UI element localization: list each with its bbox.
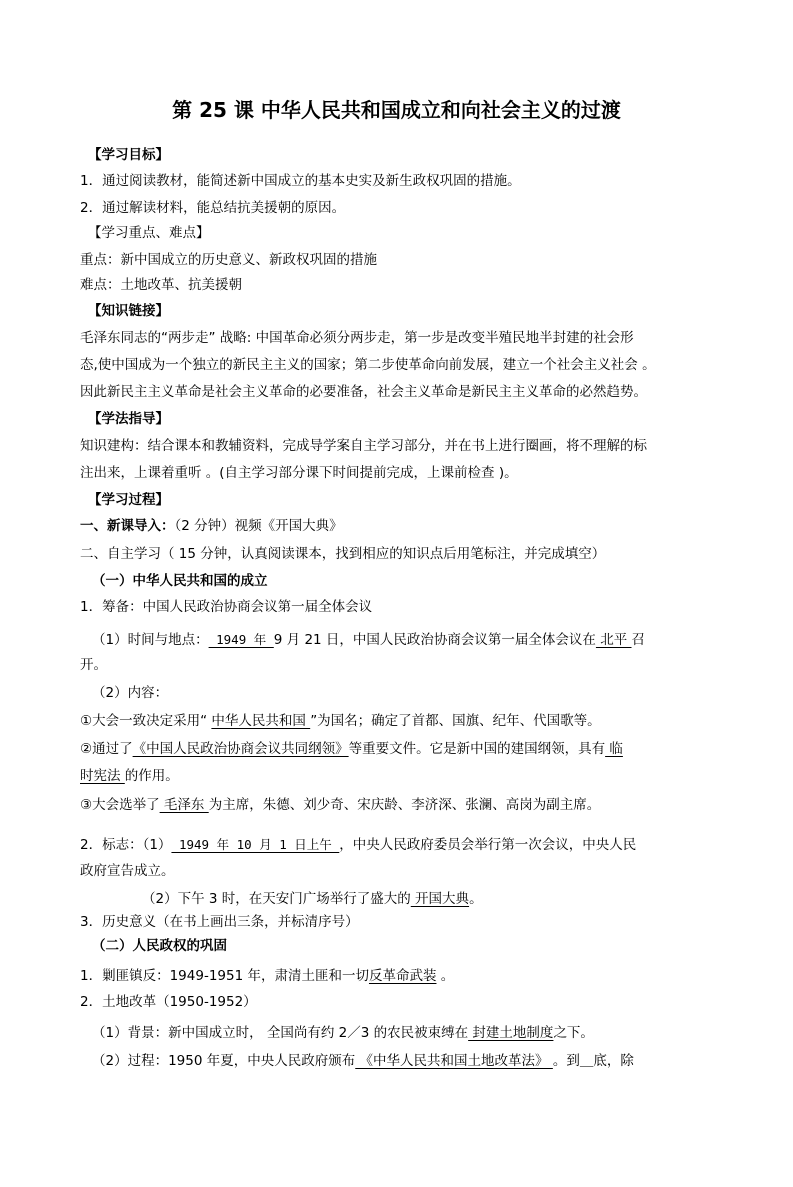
knowledge-link-line-3: 因此新民主主义革命是社会主义革命的必要准备，社会主义革命是新民主主义革命的必然趋势。 xyxy=(80,384,647,400)
p1-2-2-text: （2）下午 3 时，在天安门广场举行了盛大的 xyxy=(142,891,411,907)
blank-feudal-land: 封建土地制度 xyxy=(468,1025,554,1041)
p2-1-text: 1．剿匪镇反：1949-1951 年，肃清土匪和一切 xyxy=(80,968,369,984)
method-line-1: 知识建构：结合课本和教辅资料，完成导学案自主学习部分，并在书上进行圈画，将不理解的标 xyxy=(80,438,647,454)
p1-item-1: 1．筹备：中国人民政治协商会议第一届全体会议 xyxy=(80,599,373,615)
intro-text: （2 分钟）视频《开国大典》 xyxy=(174,518,343,534)
p2-1-end: 。 xyxy=(436,968,455,984)
p1-item-1-1-cont: 开。 xyxy=(80,657,107,673)
p1-2-label: 2．标志：（1） xyxy=(80,837,172,853)
p2-2-2-end: 。到＿底，除 xyxy=(552,1053,634,1069)
blank-year: 1949 年 xyxy=(208,632,274,647)
p1-item-2-2 xyxy=(142,890,483,908)
blank-ceremony: 开国大典 xyxy=(410,891,470,907)
goal-2: 2．通过解读材料，能总结抗美援朝的原因。 xyxy=(80,200,346,216)
p2-item-1 xyxy=(80,967,454,985)
blank-place: 北平 xyxy=(595,632,632,648)
blank-land-reform-law: 《中华人民共和国土地改革法》 xyxy=(355,1053,553,1069)
blank-provisional-2: 时宪法 xyxy=(80,768,125,784)
section-heading-process: 【学习过程】 xyxy=(88,492,169,508)
p2-2-1-text: （1）背景：新中国成立时， 全国尚有约 2／3 的农民被束缚在 xyxy=(92,1025,469,1041)
p1-1-1-end: 召 xyxy=(631,632,646,648)
section-heading-method: 【学法指导】 xyxy=(88,411,169,427)
blank-founding-date: 1949 年 10 月 1 日上午 xyxy=(171,837,340,852)
part-2-heading: （二）人民政权的巩固 xyxy=(92,938,227,954)
p1-item-1-2: （2）内容： xyxy=(92,685,169,701)
content-item-3-b: 为主席，朱德、刘少奇、宋庆龄、李济深、张澜、高岗为副主席。 xyxy=(208,797,601,813)
p1-1-1-text: 9 月 21 日，中国人民政治协商会议第一届全体会议在 xyxy=(273,632,596,648)
content-item-3-a: ③大会选举了 xyxy=(80,797,160,813)
part-1-heading: （一）中华人民共和国的成立 xyxy=(92,573,268,589)
p2-item-2: 2．土地改革（1950-1952） xyxy=(80,994,257,1010)
p1-2-text: ，中央人民政府委员会举行第一次会议，中央人民 xyxy=(339,837,637,853)
content-item-1 xyxy=(80,712,601,730)
p1-1-1-label: （1）时间与地点： xyxy=(92,632,209,648)
p2-2-2-text: （2）过程：1950 年夏，中央人民政府颁布 xyxy=(92,1053,356,1069)
content-item-2-c: 的作用。 xyxy=(124,768,179,784)
self-study-line: 二、自主学习（ 15 分钟，认真阅读课本，找到相应的知识点后用笔标注，并完成填空） xyxy=(80,546,606,562)
content-item-2 xyxy=(80,740,623,758)
content-item-2-b: 等重要文件。它是新中国的建国纲领，具有 xyxy=(348,741,606,757)
knowledge-link-line-2: 态,使中国成为一个独立的新民主主义的国家；第二步使革命向前发展，建立一个社会主义社会 。 xyxy=(80,357,656,373)
intro-line xyxy=(80,517,343,535)
p1-item-2-cont: 政府宣告成立。 xyxy=(80,863,175,879)
blank-common-program: 《中国人民政治协商会议共同纲领》 xyxy=(132,741,349,757)
intro-label: 一、新课导入： xyxy=(80,518,175,534)
content-item-2-a: ②通过了 xyxy=(80,741,133,757)
page-title: 第 25 课 中华人民共和国成立和向社会主义的过渡 xyxy=(172,98,621,122)
section-heading-knowledge-link: 【知识链接】 xyxy=(88,303,169,319)
p1-item-3: 3．历史意义（在书上画出三条，并标清序号） xyxy=(80,914,359,930)
knowledge-link-line-1: 毛泽东同志的“两步走” 战略: 中国革命必须分两步走，第一步是改变半殖民地半封建的社会形 xyxy=(80,330,634,346)
blank-chairman: 毛泽东 xyxy=(159,797,209,813)
p2-item-2-1 xyxy=(92,1024,594,1042)
p1-item-2 xyxy=(80,836,636,854)
section-heading-key-points: 【学习重点、难点】 xyxy=(88,225,210,241)
section-heading-goals: 【学习目标】 xyxy=(88,147,169,163)
p2-item-2-2 xyxy=(92,1052,634,1070)
content-item-3 xyxy=(80,796,600,814)
p1-item-1-1 xyxy=(92,631,645,649)
p2-2-1-end: 之下。 xyxy=(553,1025,594,1041)
p1-2-2-end: 。 xyxy=(469,891,483,907)
content-item-2-cont xyxy=(80,767,179,785)
method-line-2: 注出来，上课着重听 。(自主学习部分课下时间提前完成，上课前检查 )。 xyxy=(80,465,518,481)
difficult-point: 难点：土地改革、抗美援朝 xyxy=(80,277,242,293)
goal-1: 1．通过阅读教材，能简述新中国成立的基本史实及新生政权巩固的措施。 xyxy=(80,173,521,189)
blank-country-name: 中华人民共和国 xyxy=(211,713,311,729)
key-point: 重点：新中国成立的历史意义、新政权巩固的措施 xyxy=(80,252,377,268)
content-item-1-b: ”为国名；确定了首都、国旗、纪年、代国歌等。 xyxy=(310,713,601,729)
blank-counterrevolution: 反革命武装 xyxy=(368,968,437,984)
blank-provisional-1: 临 xyxy=(605,741,623,757)
content-item-1-a: ①大会一致决定采用“ xyxy=(80,713,212,729)
